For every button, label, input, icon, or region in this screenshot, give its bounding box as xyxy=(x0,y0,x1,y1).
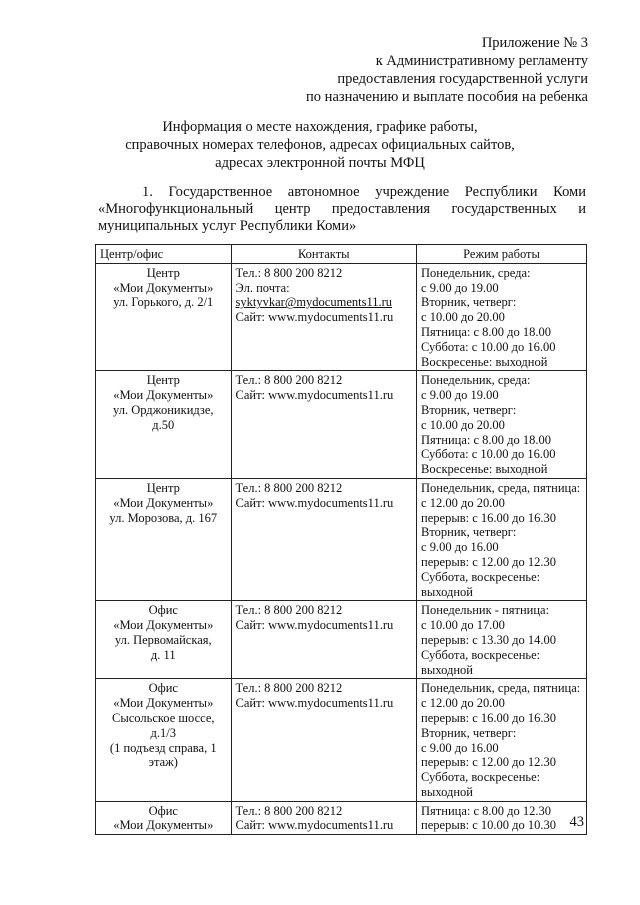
contacts-cell xyxy=(231,801,417,835)
hours-line: Воскресенье: выходной xyxy=(421,462,548,477)
title-line: справочных номерах телефонов, адресах официальных сайтов, xyxy=(125,137,515,153)
hours-line: перерыв: с 16.00 до 16.30 xyxy=(421,510,556,525)
contacts-cell xyxy=(231,601,417,679)
hours-line: с 10.00 до 20.00 xyxy=(421,417,505,432)
office-line: ул. Морозова, д. 167 xyxy=(109,510,218,525)
org-heading-line: «Многофункциональный центр предоставления государственных и xyxy=(98,201,586,217)
hours-line: с 9.00 до 19.00 xyxy=(421,280,499,295)
table-row xyxy=(96,478,587,600)
contacts-line: Тел.: 8 800 200 8212 xyxy=(235,803,343,818)
hours-line: Суббота, воскресенье: xyxy=(421,647,541,662)
column-header-contacts: Контакты xyxy=(231,245,417,264)
hours-line: Пятница: с 8.00 до 12.30 xyxy=(421,803,552,818)
hours-line: Пятница: с 8.00 до 18.00 xyxy=(421,324,552,339)
column-header-hours: Режим работы xyxy=(417,245,587,264)
hours-line: Понедельник, среда: xyxy=(421,373,531,388)
hours-line: перерыв: с 12.00 до 12.30 xyxy=(421,755,556,770)
hours-line: перерыв: с 16.00 до 16.30 xyxy=(421,710,556,725)
hours-line: Вторник, четверг: xyxy=(421,402,517,417)
contacts-line: Сайт: www.mydocuments11.ru xyxy=(235,388,394,403)
table-header-row xyxy=(96,245,587,264)
hours-line: Понедельник - пятница: xyxy=(421,603,550,618)
table-row xyxy=(96,679,587,801)
office-line: ул. Орджоникидзе, xyxy=(113,402,214,417)
hours-line: выходной xyxy=(421,662,473,677)
org-heading-line: муниципальных услуг Республики Коми» xyxy=(98,218,357,234)
hours-cell xyxy=(417,679,587,801)
table-row xyxy=(96,371,587,479)
office-line: «Мои Документы» xyxy=(113,280,214,295)
hours-line: выходной xyxy=(421,784,473,799)
contacts-line: Сайт: www.mydocuments11.ru xyxy=(235,618,394,633)
contacts-line: Тел.: 8 800 200 8212 xyxy=(235,265,343,280)
title-line: Информация о месте нахождения, графике работы, xyxy=(162,119,478,135)
office-line: «Мои Документы» xyxy=(113,618,214,633)
office-line: ул. Горького, д. 2/1 xyxy=(113,295,214,310)
title-line: адресах электронной почты МФЦ xyxy=(215,155,425,171)
hours-line: с 9.00 до 16.00 xyxy=(421,540,499,555)
hours-line: Суббота, воскресенье: xyxy=(421,770,541,785)
office-line: д.50 xyxy=(152,417,175,432)
organization-heading xyxy=(98,184,586,235)
table-row xyxy=(96,263,587,371)
hours-line: Вторник, четверг: xyxy=(421,525,517,540)
hours-line: Понедельник, среда, пятница: xyxy=(421,480,581,495)
hours-line: Вторник, четверг: xyxy=(421,725,517,740)
office-line: Офис xyxy=(148,681,178,696)
email-link[interactable]: syktyvkar@mydocuments11.ru xyxy=(235,295,393,310)
contacts-line: Сайт: www.mydocuments11.ru xyxy=(235,696,394,711)
contacts-cell xyxy=(231,679,417,801)
hours-line: перерыв: с 13.30 до 14.00 xyxy=(421,632,556,647)
office-line: «Мои Документы» xyxy=(113,388,214,403)
hours-line: перерыв: с 10.00 до 10.30 xyxy=(421,818,556,833)
hours-line: выходной xyxy=(421,584,473,599)
hours-cell xyxy=(417,601,587,679)
office-line: Центр xyxy=(146,480,180,495)
office-line: этаж) xyxy=(148,755,178,770)
hours-line: с 12.00 до 20.00 xyxy=(421,696,505,711)
offices-table xyxy=(95,244,587,835)
office-line: «Мои Документы» xyxy=(113,818,214,833)
office-line: Сысольское шоссе, xyxy=(112,710,215,725)
appendix-line: к Административному регламенту xyxy=(375,53,588,69)
contacts-cell xyxy=(231,263,417,371)
appendix-line: Приложение № 3 xyxy=(481,35,588,51)
hours-line: Пятница: с 8.00 до 18.00 xyxy=(421,432,552,447)
contacts-line: Сайт: www.mydocuments11.ru xyxy=(235,495,394,510)
hours-line: Понедельник, среда, пятница: xyxy=(421,681,581,696)
contacts-line: Эл. почта: xyxy=(235,280,290,295)
hours-line: Понедельник, среда: xyxy=(421,265,531,280)
hours-line: Воскресенье: выходной xyxy=(421,354,548,369)
table-row xyxy=(96,801,587,835)
contacts-line: Тел.: 8 800 200 8212 xyxy=(235,603,343,618)
contacts-line: Сайт: www.mydocuments11.ru xyxy=(235,310,394,325)
hours-line: с 9.00 до 16.00 xyxy=(421,740,499,755)
contacts-line: Тел.: 8 800 200 8212 xyxy=(235,681,343,696)
hours-line: Суббота, воскресенье: xyxy=(421,569,541,584)
office-line: Центр xyxy=(146,373,180,388)
hours-line: Суббота: с 10.00 до 16.00 xyxy=(421,447,556,462)
office-line: «Мои Документы» xyxy=(113,495,214,510)
page-number: 43 xyxy=(569,814,584,830)
contacts-cell xyxy=(231,371,417,479)
hours-cell xyxy=(417,371,587,479)
office-line: «Мои Документы» xyxy=(113,696,214,711)
contacts-line: Тел.: 8 800 200 8212 xyxy=(235,373,343,388)
office-cell xyxy=(96,263,232,371)
org-heading-line: 1. Государственное автономное учреждение Республики Коми xyxy=(142,184,586,200)
appendix-line: предоставления государственной услуги xyxy=(337,71,588,87)
document-title xyxy=(60,118,580,172)
office-line: Центр xyxy=(146,265,180,280)
hours-line: с 9.00 до 19.00 xyxy=(421,388,499,403)
table-body xyxy=(96,263,587,834)
contacts-cell xyxy=(231,478,417,600)
hours-line: с 10.00 до 20.00 xyxy=(421,310,505,325)
office-line: д.1/3 xyxy=(150,725,176,740)
office-cell xyxy=(96,478,232,600)
office-cell xyxy=(96,679,232,801)
office-line: ул. Первомайская, xyxy=(114,632,212,647)
office-cell xyxy=(96,371,232,479)
office-cell xyxy=(96,601,232,679)
hours-line: Вторник, четверг: xyxy=(421,295,517,310)
hours-line: с 10.00 до 17.00 xyxy=(421,618,505,633)
office-line: д. 11 xyxy=(150,647,176,662)
hours-line: с 12.00 до 20.00 xyxy=(421,495,505,510)
appendix-note xyxy=(168,34,588,106)
column-header-office: Центр/офис xyxy=(96,245,232,264)
hours-line: перерыв: с 12.00 до 12.30 xyxy=(421,554,556,569)
office-line: Офис xyxy=(148,603,178,618)
hours-cell xyxy=(417,478,587,600)
contacts-line: Сайт: www.mydocuments11.ru xyxy=(235,818,394,833)
hours-cell xyxy=(417,263,587,371)
table-row xyxy=(96,601,587,679)
contacts-line: Тел.: 8 800 200 8212 xyxy=(235,480,343,495)
hours-cell xyxy=(417,801,587,835)
appendix-line: по назначению и выплате пособия на ребенка xyxy=(306,89,588,105)
office-line: (1 подъезд справа, 1 xyxy=(109,740,217,755)
hours-line: Суббота: с 10.00 до 16.00 xyxy=(421,339,556,354)
office-line: Офис xyxy=(148,803,178,818)
office-cell xyxy=(96,801,232,835)
